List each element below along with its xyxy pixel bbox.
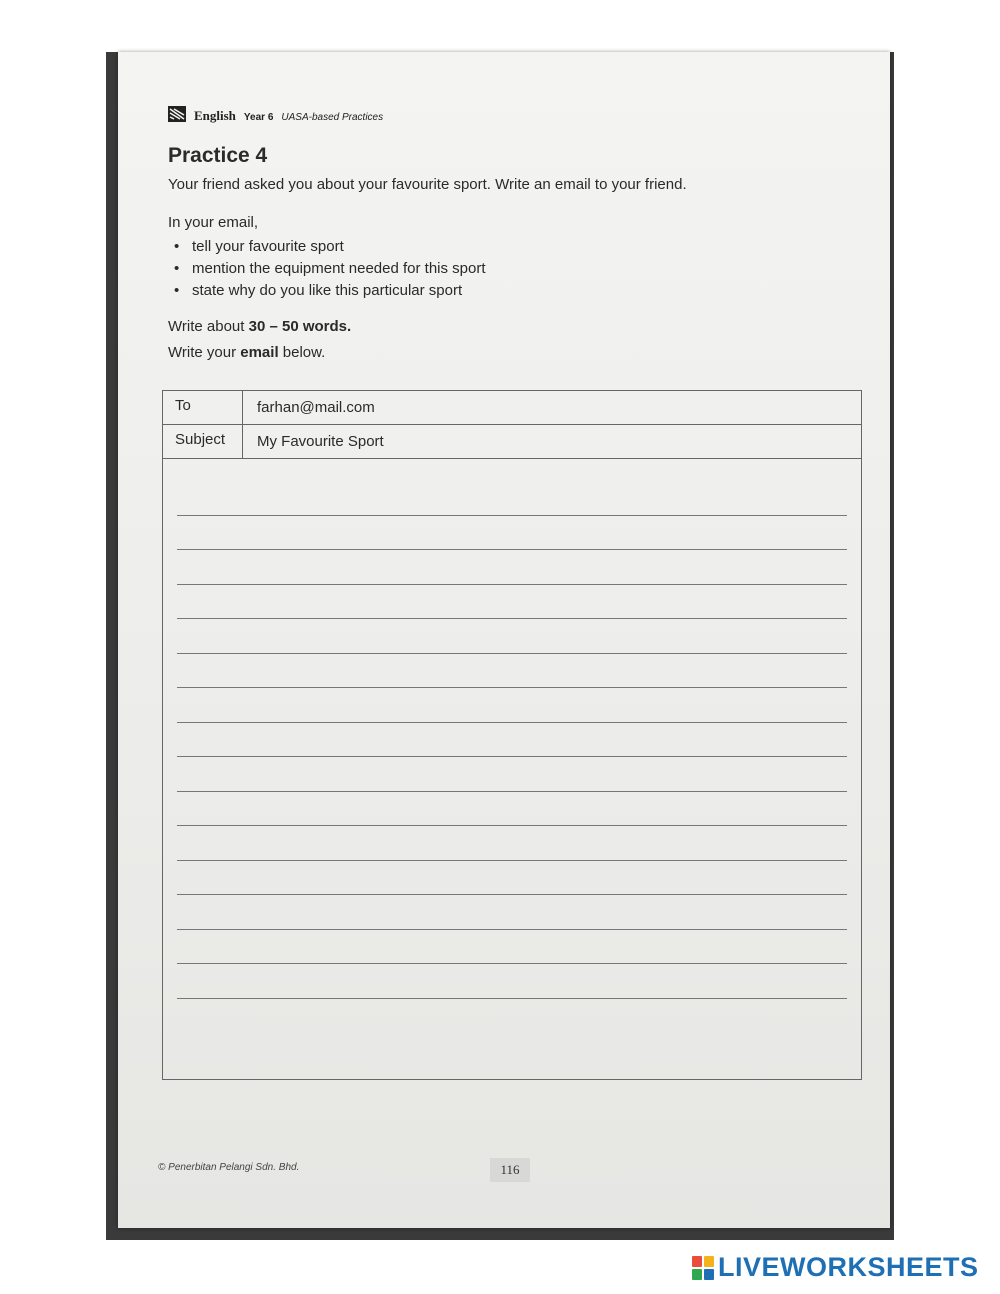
to-value: farhan@mail.com <box>257 399 375 416</box>
list-item: • tell your favourite sport <box>174 236 486 258</box>
writing-line[interactable] <box>177 723 847 758</box>
writing-line[interactable] <box>177 619 847 654</box>
word-count-range: 30 – 50 words. <box>248 318 352 335</box>
word-count-prefix: Write about <box>168 318 249 335</box>
liveworksheets-branding <box>692 1252 979 1283</box>
email-subject-row <box>163 425 861 459</box>
writing-line[interactable] <box>177 964 847 999</box>
writing-line[interactable] <box>177 516 847 551</box>
worksheet-page <box>118 52 890 1228</box>
write-prefix: Write your <box>168 344 241 361</box>
writing-line[interactable] <box>177 757 847 792</box>
book-header <box>168 104 383 124</box>
writing-line[interactable] <box>177 792 847 827</box>
page-title: Practice 4 <box>168 144 268 167</box>
copyright-notice: © Penerbitan Pelangi Sdn. Bhd. <box>158 1162 300 1173</box>
writing-line[interactable] <box>177 895 847 930</box>
publisher-logo-icon <box>168 106 186 122</box>
email-form <box>162 390 862 1080</box>
requirements-list <box>174 236 486 302</box>
writing-line[interactable] <box>177 826 847 861</box>
in-email-label: In your email, <box>168 214 259 231</box>
write-suffix: below. <box>278 344 326 361</box>
series-label: UASA-based Practices <box>281 112 384 123</box>
email-to-row <box>163 391 861 425</box>
list-item: • state why do you like this particular sport <box>174 280 486 302</box>
brand-name: LIVEWORKSHEETS <box>718 1252 979 1282</box>
liveworksheets-logo-icon <box>692 1256 714 1280</box>
email-body-writing-area[interactable] <box>177 481 847 999</box>
write-email-instruction <box>168 344 325 361</box>
list-item: • mention the equipment needed for this sport <box>174 258 486 280</box>
instruction-text: Your friend asked you about your favourite sport. Write an email to your friend. <box>168 176 687 193</box>
year-label: Year 6 <box>243 112 274 123</box>
word-count-instruction <box>168 318 351 335</box>
subject-value: My Favourite Sport <box>257 433 384 450</box>
writing-line[interactable] <box>177 550 847 585</box>
writing-line[interactable] <box>177 654 847 689</box>
subject-field-label: Subject <box>163 425 243 458</box>
writing-line[interactable] <box>177 481 847 516</box>
writing-line[interactable] <box>177 585 847 620</box>
write-bold: email <box>240 344 279 361</box>
writing-line[interactable] <box>177 861 847 896</box>
to-label: To <box>163 391 243 424</box>
page-number: 116 <box>490 1158 530 1182</box>
subject-label: English <box>194 108 236 123</box>
writing-line[interactable] <box>177 930 847 965</box>
writing-line[interactable] <box>177 688 847 723</box>
